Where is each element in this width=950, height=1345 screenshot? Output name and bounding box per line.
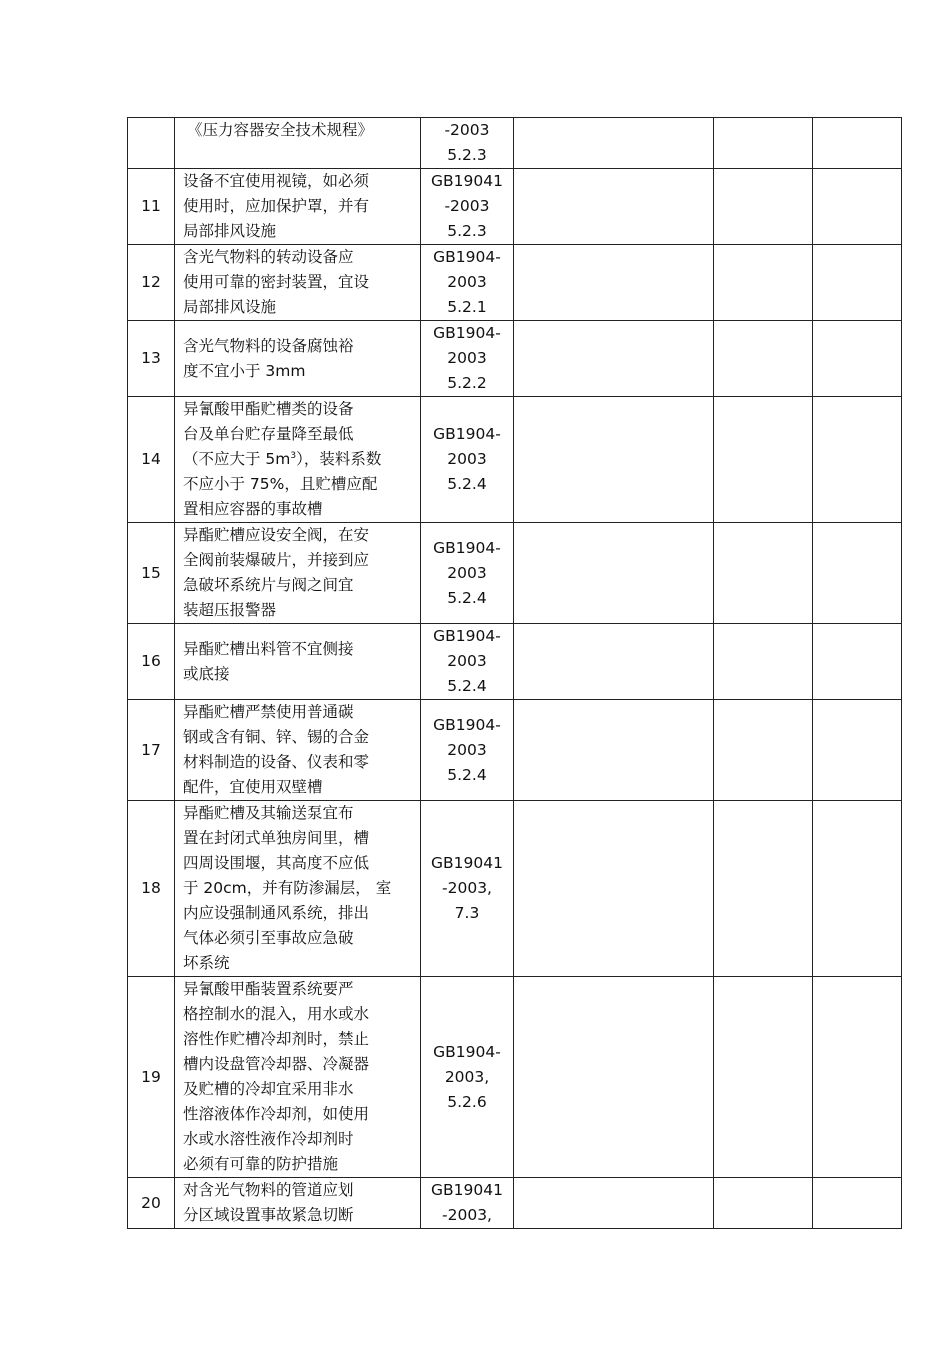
row-number: 18: [128, 801, 175, 977]
standard-ref: GB19041 -2003, 7.3: [421, 801, 514, 977]
result-cell: [514, 700, 714, 801]
check-item: 异氰酸甲酯贮槽类的设备 台及单台贮存量降至最低 （不应大于 $5m^3$），装料系数 不应小于 75%，且贮槽应配 置相应容器的事故槽: [175, 397, 421, 523]
empty-cell: [813, 397, 902, 523]
empty-cell: [813, 169, 902, 245]
check-item: 异酯贮槽应设安全阀，在安 全阀前装爆破片，并接到应 急破坏系统片与阀之间宜 装超压报警器: [175, 523, 421, 624]
empty-cell: [813, 321, 902, 397]
check-item: 异氰酸甲酯装置系统要严 格控制水的混入，用水或水 溶性作贮槽冷却剂时，禁止 槽内设盘管冷却器、冷凝器 及贮槽的冷却宜采用非水 性溶液体作冷却剂，如使用 水或水溶性液作冷却剂时 必须有可靠的防护措施: [175, 977, 421, 1178]
empty-cell: [813, 245, 902, 321]
result-cell: [514, 624, 714, 700]
empty-cell: [813, 801, 902, 977]
empty-cell: [714, 801, 813, 977]
table-row: [128, 700, 902, 801]
standard-ref: GB1904- 2003 5.2.1: [421, 245, 514, 321]
table-row: [128, 169, 902, 245]
table-row: [128, 118, 902, 169]
check-item: 对含光气物料的管道应划 分区域设置事故紧急切断: [175, 1178, 421, 1229]
table-row: [128, 397, 902, 523]
table-row: [128, 321, 902, 397]
row-number: 12: [128, 245, 175, 321]
empty-cell: [813, 977, 902, 1178]
row-number: 15: [128, 523, 175, 624]
standard-ref: GB1904- 2003 5.2.4: [421, 624, 514, 700]
empty-cell: [714, 977, 813, 1178]
empty-cell: [714, 245, 813, 321]
table-row: [128, 245, 902, 321]
table-row: [128, 977, 902, 1178]
result-cell: [514, 118, 714, 169]
check-item: 异酯贮槽严禁使用普通碳 钢或含有铜、锌、锡的合金 材料制造的设备、仪表和零 配件，宜使用双壁槽: [175, 700, 421, 801]
check-item: 异酯贮槽及其输送泵宜布 置在封闭式单独房间里，槽 四周设围堰，其高度不应低 于 20cm，并有防渗漏层， 室 内应设强制通风系统，排出 气体必须引至事故应急破 坏系统: [175, 801, 421, 977]
standard-ref: GB19041 -2003 5.2.3: [421, 169, 514, 245]
empty-cell: [714, 523, 813, 624]
result-cell: [514, 169, 714, 245]
result-cell: [514, 523, 714, 624]
standard-ref: GB19041 -2003,: [421, 1178, 514, 1229]
empty-cell: [813, 624, 902, 700]
check-item: 设备不宜使用视镜，如必须 使用时，应加保护罩，并有 局部排风设施: [175, 169, 421, 245]
table-row: [128, 523, 902, 624]
result-cell: [514, 977, 714, 1178]
empty-cell: [813, 523, 902, 624]
empty-cell: [714, 118, 813, 169]
result-cell: [514, 245, 714, 321]
empty-cell: [714, 624, 813, 700]
row-number: 14: [128, 397, 175, 523]
empty-cell: [714, 321, 813, 397]
row-number: 13: [128, 321, 175, 397]
row-number: 17: [128, 700, 175, 801]
check-item: 含光气物料的设备腐蚀裕 度不宜小于 3mm: [175, 321, 421, 397]
table-row: [128, 624, 902, 700]
empty-cell: [813, 118, 902, 169]
check-item: 异酯贮槽出料管不宜侧接 或底接: [175, 624, 421, 700]
result-cell: [514, 321, 714, 397]
standard-ref: GB1904- 2003 5.2.4: [421, 397, 514, 523]
standard-ref: -2003 5.2.3: [421, 118, 514, 169]
standard-ref: GB1904- 2003 5.2.4: [421, 523, 514, 624]
empty-cell: [714, 700, 813, 801]
check-item: 含光气物料的转动设备应 使用可靠的密封装置，宜设 局部排风设施: [175, 245, 421, 321]
table-row: [128, 801, 902, 977]
inspection-table: [127, 117, 902, 1229]
empty-cell: [714, 1178, 813, 1229]
check-item: 《压力容器安全技术规程》: [175, 118, 421, 169]
table-row: [128, 1178, 902, 1229]
standard-ref: GB1904- 2003 5.2.2: [421, 321, 514, 397]
standard-ref: GB1904- 2003 5.2.4: [421, 700, 514, 801]
standard-ref: GB1904- 2003, 5.2.6: [421, 977, 514, 1178]
row-number: 11: [128, 169, 175, 245]
row-number: 19: [128, 977, 175, 1178]
empty-cell: [714, 169, 813, 245]
empty-cell: [714, 397, 813, 523]
result-cell: [514, 397, 714, 523]
row-number: [128, 118, 175, 169]
empty-cell: [813, 700, 902, 801]
row-number: 16: [128, 624, 175, 700]
empty-cell: [813, 1178, 902, 1229]
result-cell: [514, 1178, 714, 1229]
row-number: 20: [128, 1178, 175, 1229]
result-cell: [514, 801, 714, 977]
